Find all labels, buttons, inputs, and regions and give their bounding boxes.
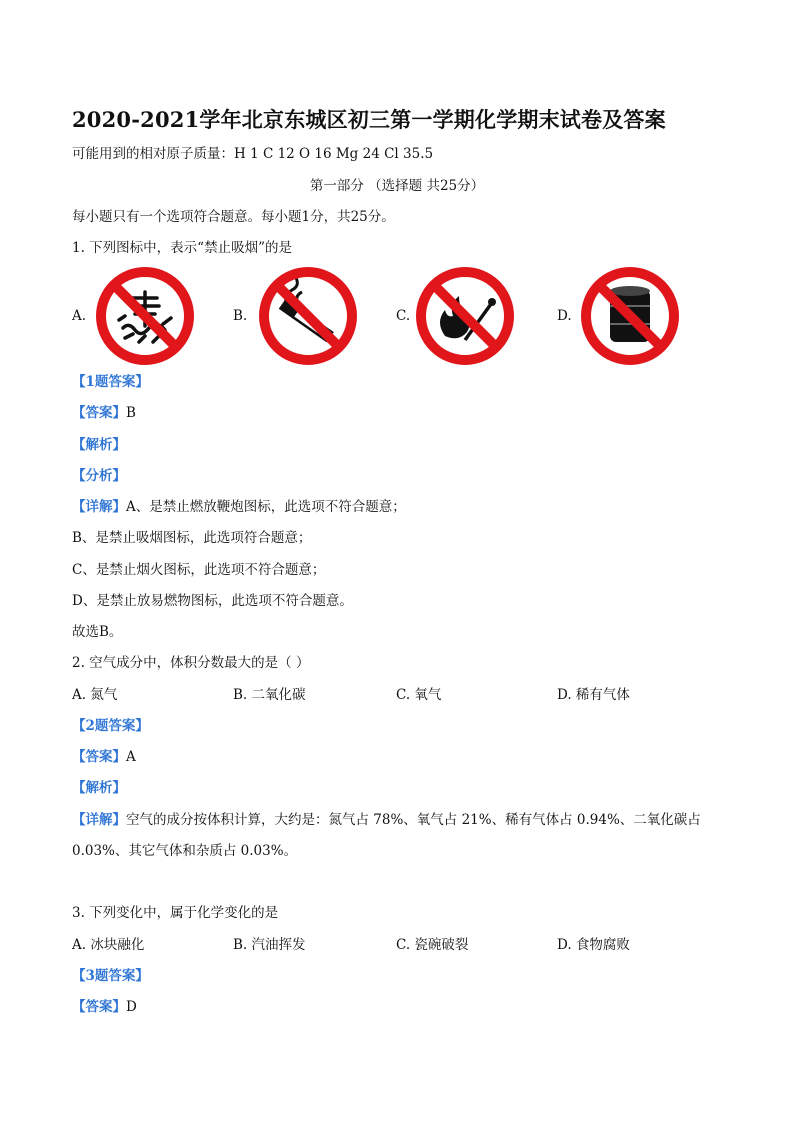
answer-label: 【答案】 xyxy=(72,999,126,1015)
q2-option-a: A. 氮气 xyxy=(72,687,118,703)
no-flammables-icon xyxy=(580,266,680,366)
q1-option-d-label: D. xyxy=(557,308,572,324)
q1-option-c-label: C. xyxy=(396,308,411,324)
detail-text: 空气的成分按体积计算，大约是：氮气占 78%、氧气占 21%、稀有气体占 0.94%、二氧化碳占 xyxy=(126,812,701,828)
instructions: 每小题只有一个选项符合题意。每小题1分，共25分。 xyxy=(72,209,395,225)
q1-detail-d: D、是禁止放易燃物图标，此选项不符合题意。 xyxy=(72,593,353,609)
q1-conclusion: 故选B。 xyxy=(72,624,123,640)
detail-label: 【详解】 xyxy=(72,812,126,828)
no-fire-icon xyxy=(415,266,515,366)
q3-option-b: B. 汽油挥发 xyxy=(233,937,306,953)
answer-value: A xyxy=(126,749,136,765)
page-title: 2020-2021学年北京东城区初三第一学期化学期末试卷及答案 xyxy=(72,107,666,132)
q1-analysis-label: 【解析】 xyxy=(72,437,126,453)
q3-option-c: C. 瓷碗破裂 xyxy=(396,937,469,953)
detail-text: A、是禁止燃放鞭炮图标，此选项不符合题意； xyxy=(126,499,406,515)
answer-label: 【答案】 xyxy=(72,405,126,421)
detail-label: 【详解】 xyxy=(72,499,126,515)
q2-detail-line2: 0.03%、其它气体和杂质占 0.03%。 xyxy=(72,843,298,859)
q1-option-b-label: B. xyxy=(233,308,248,324)
q2-analysis-label: 【解析】 xyxy=(72,780,126,796)
no-firecrackers-icon xyxy=(95,266,195,366)
q2-stem: 2. 空气成分中，体积分数最大的是（ ） xyxy=(72,655,310,671)
q2-option-d: D. 稀有气体 xyxy=(557,687,630,703)
q3-option-a: A. 冰块融化 xyxy=(72,937,145,953)
q1-detail-c: C、是禁止烟火图标，此选项不符合题意； xyxy=(72,562,326,578)
q1-answer xyxy=(72,404,136,422)
q2-option-c: C. 氧气 xyxy=(396,687,442,703)
q2-detail-line1 xyxy=(72,811,701,829)
q1-answer-tag: 【1题答案】 xyxy=(72,374,149,390)
answer-value: B xyxy=(126,405,136,421)
no-smoking-icon xyxy=(258,266,358,366)
q3-answer-tag: 【3题答案】 xyxy=(72,968,149,984)
part-heading: 第一部分 （选择题 共25分） xyxy=(309,178,485,194)
q3-option-d: D. 食物腐败 xyxy=(557,937,630,953)
q1-option-a-label: A. xyxy=(72,308,87,324)
q1-detail-a xyxy=(72,498,406,516)
q2-answer-tag: 【2题答案】 xyxy=(72,718,149,734)
q3-stem: 3. 下列变化中，属于化学变化的是 xyxy=(72,905,279,921)
q1-stem: 1. 下列图标中，表示“禁止吸烟”的是 xyxy=(72,240,292,256)
answer-value: D xyxy=(126,999,137,1015)
q2-answer xyxy=(72,748,136,766)
q2-option-b: B. 二氧化碳 xyxy=(233,687,306,703)
atomic-mass-line: 可能用到的相对原子质量：H 1 C 12 O 16 Mg 24 Cl 35.5 xyxy=(72,146,434,162)
answer-label: 【答案】 xyxy=(72,749,126,765)
q3-answer xyxy=(72,998,137,1016)
q1-detail-b: B、是禁止吸烟图标，此选项符合题意； xyxy=(72,530,312,546)
q1-fenxi-label: 【分析】 xyxy=(72,468,126,484)
